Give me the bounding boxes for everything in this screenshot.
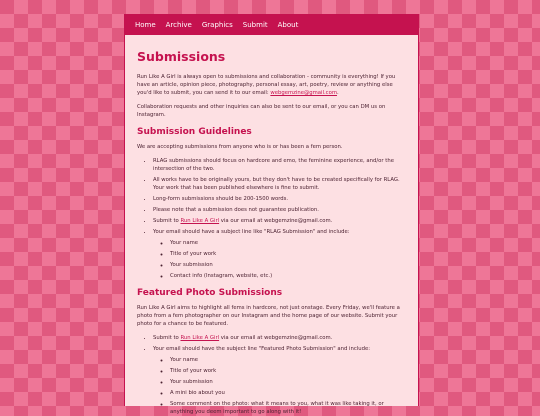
required-info-list xyxy=(153,239,406,280)
intro-text: Run Like A Girl is always open to submissions and collaboration - community is everything! If you have an article, opinion piece, photography, personal essay, art, poetry, review or anything else you'd like to submit, you can send it to our email: xyxy=(137,74,396,96)
submit-post-text: via our email at webgemzine@gmail.com. xyxy=(219,335,333,341)
intro-paragraph xyxy=(137,73,406,97)
nav-about-link[interactable]: About xyxy=(277,21,299,29)
top-nav xyxy=(125,15,418,35)
list-item: ◦ Some comment on the photo: what it means to you, what it was like taking it, or anything you deem important to go along with it! xyxy=(170,400,406,416)
page-container xyxy=(124,14,419,415)
list-item: ◦ Your submission xyxy=(170,261,406,269)
intro-end: . xyxy=(336,90,339,96)
subject-line-text: Your email should have the subject line "Featured Photo Submission" and include: xyxy=(153,346,371,352)
submit-post-text: via our email at webgemzine@gmail.com. xyxy=(219,218,333,224)
list-item: ◦ Contact info (Instagram, website, etc.) xyxy=(170,272,406,280)
photo-required-list xyxy=(153,356,406,416)
nav-archive-link[interactable]: Archive xyxy=(165,21,192,29)
photo-list xyxy=(137,334,406,416)
guidelines-list xyxy=(137,157,406,280)
main-content xyxy=(125,35,418,416)
list-item xyxy=(153,345,406,416)
list-item: ◦ Title of your work xyxy=(170,367,406,375)
list-item: ◦ Title of your work xyxy=(170,250,406,258)
list-item: ◦ Your name xyxy=(170,239,406,247)
guidelines-lead: We are accepting submissions from anyone who is or has been a fem person. xyxy=(137,144,343,150)
guidelines-heading: Submission Guidelines xyxy=(137,127,252,137)
collab-paragraph: Collaboration requests and other inquiries can also be sent to our email, or you can DM us on Instagram. xyxy=(137,104,386,118)
list-item: • RLAG submissions should focus on hardcore and emo, the feminine experience, and/or the intersection of the two. xyxy=(153,157,406,173)
list-item: ◦ Your name xyxy=(170,356,406,364)
list-item xyxy=(153,334,406,342)
submit-pre-text: Submit to xyxy=(153,218,181,224)
list-item: • Long-form submissions should be 200-1500 words. xyxy=(153,195,406,203)
nav-submit-link[interactable]: Submit xyxy=(242,21,268,29)
page-title: Submissions xyxy=(137,49,226,64)
list-item: • Please note that a submission does not guarantee publication. xyxy=(153,206,406,214)
photo-paragraph: Run Like A Girl aims to highlight all fems in hardcore, not just onstage. Every Friday, we'll feature a photo from a fem photographer on our Instagram and the home page of our website. Submit your photo for a chance to be featured. xyxy=(137,305,400,327)
rlag-link[interactable]: Run Like A Girl xyxy=(180,335,220,341)
list-item: ◦ A mini bio about you xyxy=(170,389,406,397)
list-item xyxy=(153,217,406,225)
email-link[interactable]: webgemzine@gmail.com xyxy=(270,90,337,96)
list-item xyxy=(153,228,406,280)
rlag-link[interactable]: Run Like A Girl xyxy=(180,218,220,224)
nav-home-link[interactable]: Home xyxy=(135,21,156,29)
subject-line-text: Your email should have a subject line like "RLAG Submission" and include: xyxy=(153,229,350,235)
list-item: ◦ Your submission xyxy=(170,378,406,386)
list-item: • All works have to be originally yours, but they don't have to be created specifically for RLAG. Your work that has been published elsewhere is fine to submit. xyxy=(153,176,406,192)
photo-heading: Featured Photo Submissions xyxy=(137,288,283,298)
submit-pre-text: Submit to xyxy=(153,335,181,341)
nav-graphics-link[interactable]: Graphics xyxy=(201,21,233,29)
